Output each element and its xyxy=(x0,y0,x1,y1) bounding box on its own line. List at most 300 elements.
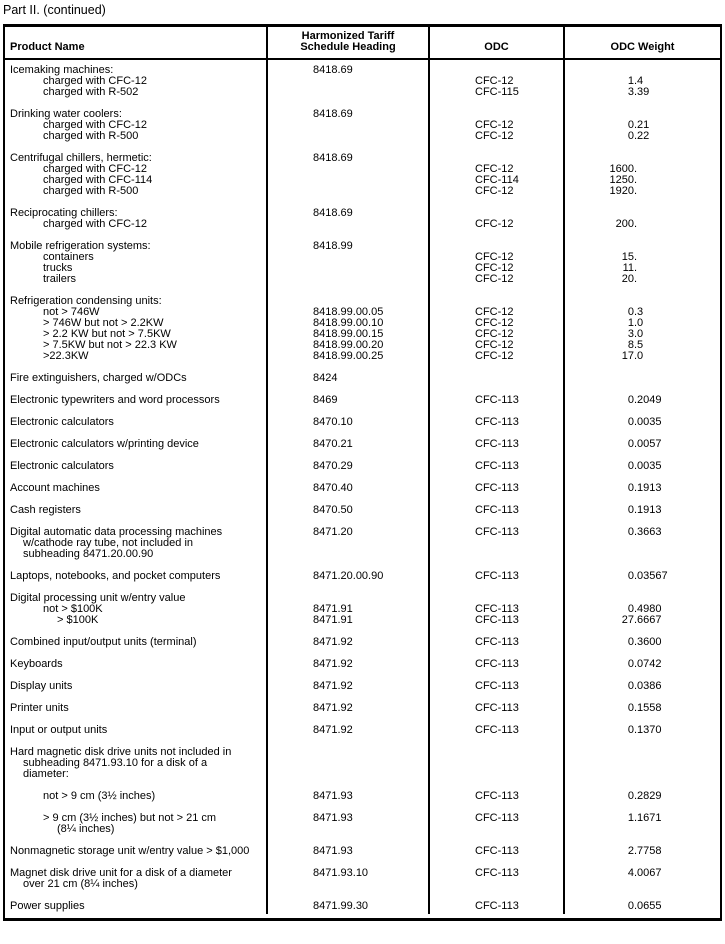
odc-cell xyxy=(430,791,563,802)
odc-cell xyxy=(430,868,563,890)
odc-weight-frac: .0035 xyxy=(634,461,662,472)
product-column xyxy=(5,417,266,439)
hts-value: 8470.29 xyxy=(313,461,353,472)
hts-value: 8469 xyxy=(313,395,338,406)
odc-weight-int: 0 xyxy=(627,505,634,516)
odc-weight-column xyxy=(563,461,720,483)
hts-cell xyxy=(268,65,428,76)
weight-cell xyxy=(565,439,720,450)
odc-weight-int: 20 xyxy=(621,274,634,285)
odc-value: CFC-113 xyxy=(475,637,519,648)
product-text-line: charged with R-502 xyxy=(43,86,139,98)
odc-column xyxy=(428,791,563,813)
product-cell xyxy=(5,791,266,802)
hts-value: 8471.92 xyxy=(313,703,353,714)
odc-value: CFC-115 xyxy=(475,87,519,98)
hts-value: 8471.20 xyxy=(313,527,353,538)
hts-cell xyxy=(268,747,428,780)
odc-value: CFC-113 xyxy=(475,846,519,857)
odc-cell xyxy=(430,725,563,736)
product-cell xyxy=(5,747,266,780)
odc-weight-int: 1 xyxy=(627,76,634,87)
hts-value: 8470.40 xyxy=(313,483,353,494)
hts-cell xyxy=(268,87,428,98)
product-text-line: Electronic typewriters and word processors xyxy=(10,394,220,406)
odc-weight-frac: .22 xyxy=(634,131,650,142)
odc-weight-value xyxy=(565,252,720,263)
weight-cell xyxy=(565,571,720,582)
odc-weight-frac: . xyxy=(634,164,638,175)
odc-value: CFC-113 xyxy=(475,571,519,582)
product-column xyxy=(5,153,266,208)
odc-value: CFC-114 xyxy=(475,175,519,186)
weight-cell xyxy=(565,318,720,329)
hts-column xyxy=(266,571,428,593)
odc-weight-frac: .3663 xyxy=(634,527,662,538)
weight-cell xyxy=(565,868,720,890)
odc-weight-frac: .0386 xyxy=(634,681,662,692)
table-row-group xyxy=(5,439,720,461)
odc-weight-column xyxy=(563,571,720,593)
odc-weight-column xyxy=(563,593,720,637)
hts-value: 8470.10 xyxy=(313,417,353,428)
table-row-group xyxy=(5,868,720,901)
odc-weight-value xyxy=(565,681,720,692)
odc-cell xyxy=(430,65,563,76)
product-name-header-label: Product Name xyxy=(10,41,85,53)
weight-cell xyxy=(565,296,720,307)
odc-weight-value xyxy=(565,725,720,736)
odc-cell xyxy=(430,505,563,516)
table-row-group xyxy=(5,461,720,483)
odc-value: CFC-12 xyxy=(475,120,514,131)
odc-weight-frac: .7758 xyxy=(634,846,662,857)
odc-weight-value xyxy=(565,274,720,285)
hts-column xyxy=(266,813,428,846)
odc-cell xyxy=(430,340,563,351)
odc-cell xyxy=(430,109,563,120)
table-row-group xyxy=(5,637,720,659)
odc-weight-column xyxy=(563,791,720,813)
odc-weight-int: 2 xyxy=(627,846,634,857)
hts-column xyxy=(266,208,428,241)
product-text-line: Electronic calculators xyxy=(10,460,114,472)
odc-cell xyxy=(430,186,563,197)
product-cell xyxy=(5,131,266,142)
hts-cell xyxy=(268,208,428,219)
table-row-group xyxy=(5,593,720,637)
odc-cell xyxy=(430,681,563,692)
odc-weight-frac: .0035 xyxy=(634,417,662,428)
odc-weight-int: 1600 xyxy=(609,164,634,175)
odc-cell xyxy=(430,252,563,263)
odc-weight-int: 0 xyxy=(627,307,634,318)
odc-weight-column xyxy=(563,703,720,725)
odc-value: CFC-113 xyxy=(475,505,519,516)
odc-value: CFC-113 xyxy=(475,901,519,912)
hts-cell xyxy=(268,186,428,197)
odc-weight-value xyxy=(565,175,720,186)
odc-value: CFC-113 xyxy=(475,615,519,626)
product-column xyxy=(5,439,266,461)
weight-cell xyxy=(565,131,720,142)
odc-weight-column xyxy=(563,439,720,461)
product-column xyxy=(5,725,266,747)
hts-value: 8418.69 xyxy=(313,208,353,219)
weight-cell xyxy=(565,241,720,252)
hts-cell xyxy=(268,274,428,285)
hts-cell xyxy=(268,846,428,857)
odc-weight-frac: .0 xyxy=(634,329,644,340)
table-row-group xyxy=(5,505,720,527)
weight-cell xyxy=(565,120,720,131)
table-row-group xyxy=(5,417,720,439)
product-column xyxy=(5,868,266,901)
table-row-group xyxy=(5,60,720,109)
product-column xyxy=(5,208,266,241)
product-text-line: diameter: xyxy=(23,768,69,780)
table-row-group xyxy=(5,395,720,417)
hts-column xyxy=(266,846,428,868)
column-header-odc-weight xyxy=(563,27,720,58)
product-text-line: Account machines xyxy=(10,482,100,494)
hts-cell xyxy=(268,417,428,428)
weight-cell xyxy=(565,329,720,340)
hts-cell xyxy=(268,318,428,329)
odc-column xyxy=(428,593,563,637)
odc-cell xyxy=(430,395,563,406)
weight-cell xyxy=(565,351,720,362)
table-row-group xyxy=(5,747,720,791)
odc-cell xyxy=(430,747,563,780)
hts-column xyxy=(266,461,428,483)
hts-value: 8471.93 xyxy=(313,813,353,824)
odc-column xyxy=(428,395,563,417)
weight-cell xyxy=(565,252,720,263)
weight-cell xyxy=(565,263,720,274)
odc-weight-column xyxy=(563,813,720,846)
product-cell xyxy=(5,219,266,230)
odc-weight-frac: .0057 xyxy=(634,439,662,450)
table-row-group xyxy=(5,241,720,296)
hts-value: 8471.93.10 xyxy=(313,868,369,879)
hts-cell xyxy=(268,351,428,362)
hts-cell xyxy=(268,681,428,692)
hts-value: 8471.99.30 xyxy=(313,901,369,912)
hts-value: 8418.99 xyxy=(313,241,353,252)
odc-weight-value xyxy=(565,483,720,494)
weight-cell xyxy=(565,725,720,736)
table-row-group xyxy=(5,659,720,681)
weight-cell xyxy=(565,395,720,406)
hts-cell xyxy=(268,439,428,450)
product-cell xyxy=(5,417,266,428)
odc-weight-frac: .2829 xyxy=(634,791,662,802)
hts-cell xyxy=(268,120,428,131)
odc-weight-frac: . xyxy=(634,252,638,263)
table-row-group xyxy=(5,109,720,153)
table-header-row xyxy=(5,27,720,60)
product-column xyxy=(5,461,266,483)
odc-weight-value xyxy=(565,571,720,582)
odc-header-label: ODC xyxy=(484,41,509,53)
odc-weight-column xyxy=(563,483,720,505)
odc-cell xyxy=(430,329,563,340)
weight-cell xyxy=(565,593,720,604)
odc-value: CFC-12 xyxy=(475,274,514,285)
odc-column xyxy=(428,725,563,747)
odc-cell xyxy=(430,274,563,285)
odc-column xyxy=(428,681,563,703)
odc-weight-int: 0 xyxy=(627,637,634,648)
weight-cell xyxy=(565,208,720,219)
odc-value: CFC-113 xyxy=(475,725,519,736)
hts-column xyxy=(266,637,428,659)
product-column xyxy=(5,791,266,813)
odc-weight-value xyxy=(565,219,720,230)
hts-cell xyxy=(268,868,428,890)
weight-cell xyxy=(565,175,720,186)
odc-weight-value xyxy=(565,329,720,340)
product-text-line: trailers xyxy=(43,273,77,285)
odc-weight-column xyxy=(563,208,720,241)
product-column xyxy=(5,637,266,659)
table-row-group xyxy=(5,373,720,395)
weight-cell xyxy=(565,164,720,175)
hts-cell xyxy=(268,175,428,186)
product-cell xyxy=(5,681,266,692)
hts-value: 8471.92 xyxy=(313,681,353,692)
odc-column xyxy=(428,846,563,868)
table-row-group xyxy=(5,901,720,914)
odc-column xyxy=(428,813,563,846)
hts-value: 8471.91 xyxy=(313,604,353,615)
product-text-line: Keyboards xyxy=(10,658,63,670)
hts-cell xyxy=(268,329,428,340)
odc-weight-frac: .2049 xyxy=(634,395,662,406)
odc-cell xyxy=(430,571,563,582)
odc-weight-column xyxy=(563,527,720,571)
product-cell xyxy=(5,604,266,615)
odc-column xyxy=(428,901,563,914)
odc-weight-int: 0 xyxy=(627,417,634,428)
odc-weight-int: 1 xyxy=(627,813,634,824)
odc-weight-value xyxy=(565,164,720,175)
product-text-line: charged with R-500 xyxy=(43,130,139,142)
product-text-line: Refrigeration condensing units: xyxy=(10,295,162,307)
odc-weight-value xyxy=(565,637,720,648)
odc-weight-column xyxy=(563,417,720,439)
product-cell xyxy=(5,527,266,560)
hts-value: 8471.92 xyxy=(313,659,353,670)
product-column xyxy=(5,593,266,637)
hts-column xyxy=(266,373,428,395)
odc-cell xyxy=(430,703,563,714)
hts-cell xyxy=(268,604,428,615)
odc-weight-int: 0 xyxy=(627,725,634,736)
hts-cell xyxy=(268,901,428,912)
odc-cell xyxy=(430,901,563,912)
odc-cell xyxy=(430,813,563,835)
odc-weight-int: 27 xyxy=(621,615,634,626)
odc-value: CFC-12 xyxy=(475,219,514,230)
odc-weight-value xyxy=(565,615,720,626)
table-row-group xyxy=(5,296,720,373)
product-text-line: not > 746W xyxy=(43,306,100,318)
product-text-line: Mobile refrigeration systems: xyxy=(10,240,151,252)
hts-cell xyxy=(268,637,428,648)
odc-weight-value xyxy=(565,417,720,428)
odc-weight-int: 0 xyxy=(627,461,634,472)
hts-column xyxy=(266,868,428,901)
product-column xyxy=(5,373,266,395)
odc-weight-int: 0 xyxy=(627,901,634,912)
product-text-line: Electronic calculators xyxy=(10,416,114,428)
product-text-line: Display units xyxy=(10,680,73,692)
odc-value: CFC-113 xyxy=(475,461,519,472)
odc-weight-frac: .0742 xyxy=(634,659,662,670)
product-column xyxy=(5,813,266,846)
odc-weight-frac: . xyxy=(634,219,638,230)
product-cell xyxy=(5,505,266,516)
product-text-line: Laptops, notebooks, and pocket computers xyxy=(10,570,221,582)
odc-weight-int: 8 xyxy=(627,340,634,351)
odc-cell xyxy=(430,153,563,164)
hts-value: 8470.50 xyxy=(313,505,353,516)
odc-weight-frac: .1913 xyxy=(634,483,662,494)
hts-cell xyxy=(268,241,428,252)
hts-column xyxy=(266,527,428,571)
odc-cell xyxy=(430,219,563,230)
odc-cell xyxy=(430,604,563,615)
product-text-line: Icemaking machines: xyxy=(10,64,114,76)
product-text-line: containers xyxy=(43,251,94,263)
tariff-table xyxy=(3,24,722,921)
product-cell xyxy=(5,373,266,384)
hts-column xyxy=(266,153,428,208)
odc-weight-value xyxy=(565,131,720,142)
odc-value: CFC-113 xyxy=(475,439,519,450)
hts-column xyxy=(266,703,428,725)
hts-value: 8471.20.00.90 xyxy=(313,571,384,582)
odc-column xyxy=(428,296,563,373)
hts-cell xyxy=(268,615,428,626)
weight-cell xyxy=(565,417,720,428)
odc-weight-frac: .1370 xyxy=(634,725,662,736)
weight-cell xyxy=(565,604,720,615)
product-text-line: Magnet disk drive unit for a disk of a diameter xyxy=(10,867,232,879)
odc-weight-value xyxy=(565,461,720,472)
hts-cell xyxy=(268,109,428,120)
odc-weight-frac: .0067 xyxy=(634,868,662,879)
product-column xyxy=(5,395,266,417)
product-column xyxy=(5,241,266,296)
weight-cell xyxy=(565,87,720,98)
odc-column xyxy=(428,637,563,659)
product-text-line: Reciprocating chillers: xyxy=(10,207,118,219)
odc-value: CFC-113 xyxy=(475,813,519,824)
hts-cell xyxy=(268,131,428,142)
odc-value: CFC-12 xyxy=(475,263,514,274)
product-column xyxy=(5,659,266,681)
odc-value: CFC-113 xyxy=(475,483,519,494)
odc-weight-frac: .03567 xyxy=(634,571,668,582)
hts-cell xyxy=(268,461,428,472)
odc-weight-frac: . xyxy=(634,186,638,197)
column-header-product-name xyxy=(5,27,266,58)
product-cell xyxy=(5,725,266,736)
odc-column xyxy=(428,153,563,208)
odc-value: CFC-12 xyxy=(475,351,514,362)
product-text-line: charged with CFC-12 xyxy=(43,218,147,230)
odc-weight-frac: .0 xyxy=(634,351,644,362)
hts-column xyxy=(266,296,428,373)
odc-cell xyxy=(430,76,563,87)
hts-value: 8471.91 xyxy=(313,615,353,626)
table-row-group xyxy=(5,483,720,505)
weight-cell xyxy=(565,703,720,714)
product-column xyxy=(5,527,266,571)
product-cell xyxy=(5,186,266,197)
odc-weight-int: 3 xyxy=(627,87,634,98)
odc-weight-frac: .1671 xyxy=(634,813,662,824)
hts-value: 8424 xyxy=(313,373,338,384)
product-cell xyxy=(5,87,266,98)
odc-weight-column xyxy=(563,725,720,747)
odc-cell xyxy=(430,373,563,384)
product-column xyxy=(5,483,266,505)
odc-weight-value xyxy=(565,186,720,197)
odc-weight-value xyxy=(565,120,720,131)
product-text-line: Drinking water coolers: xyxy=(10,108,122,120)
odc-weight-value xyxy=(565,76,720,87)
odc-weight-value xyxy=(565,395,720,406)
odc-weight-int: 0 xyxy=(627,659,634,670)
odc-weight-column xyxy=(563,868,720,901)
odc-weight-column xyxy=(563,659,720,681)
odc-cell xyxy=(430,461,563,472)
odc-weight-int: 0 xyxy=(627,395,634,406)
product-text-line: charged with R-500 xyxy=(43,185,139,197)
product-cell xyxy=(5,813,266,835)
hts-column xyxy=(266,593,428,637)
odc-cell xyxy=(430,175,563,186)
odc-weight-value xyxy=(565,791,720,802)
odc-weight-int: 17 xyxy=(621,351,634,362)
odc-cell xyxy=(430,483,563,494)
odc-column xyxy=(428,60,563,109)
product-cell xyxy=(5,274,266,285)
hts-value: 8418.99.00.15 xyxy=(313,329,384,340)
product-text-line: >22.3KW xyxy=(43,350,89,362)
odc-weight-value xyxy=(565,527,720,538)
odc-weight-int: 1 xyxy=(627,318,634,329)
odc-value: CFC-12 xyxy=(475,76,514,87)
hts-column xyxy=(266,60,428,109)
odc-weight-frac: .0 xyxy=(634,318,644,329)
product-cell xyxy=(5,901,266,912)
odc-value: CFC-113 xyxy=(475,395,519,406)
hts-cell xyxy=(268,263,428,274)
hts-column xyxy=(266,417,428,439)
hts-cell xyxy=(268,373,428,384)
hts-value: 8418.69 xyxy=(313,65,353,76)
odc-weight-int: 1250 xyxy=(609,175,634,186)
product-cell xyxy=(5,615,266,626)
product-text-line: subheading 8471.93.10 for a disk of a xyxy=(23,757,208,769)
weight-cell xyxy=(565,813,720,835)
weight-cell xyxy=(565,659,720,670)
